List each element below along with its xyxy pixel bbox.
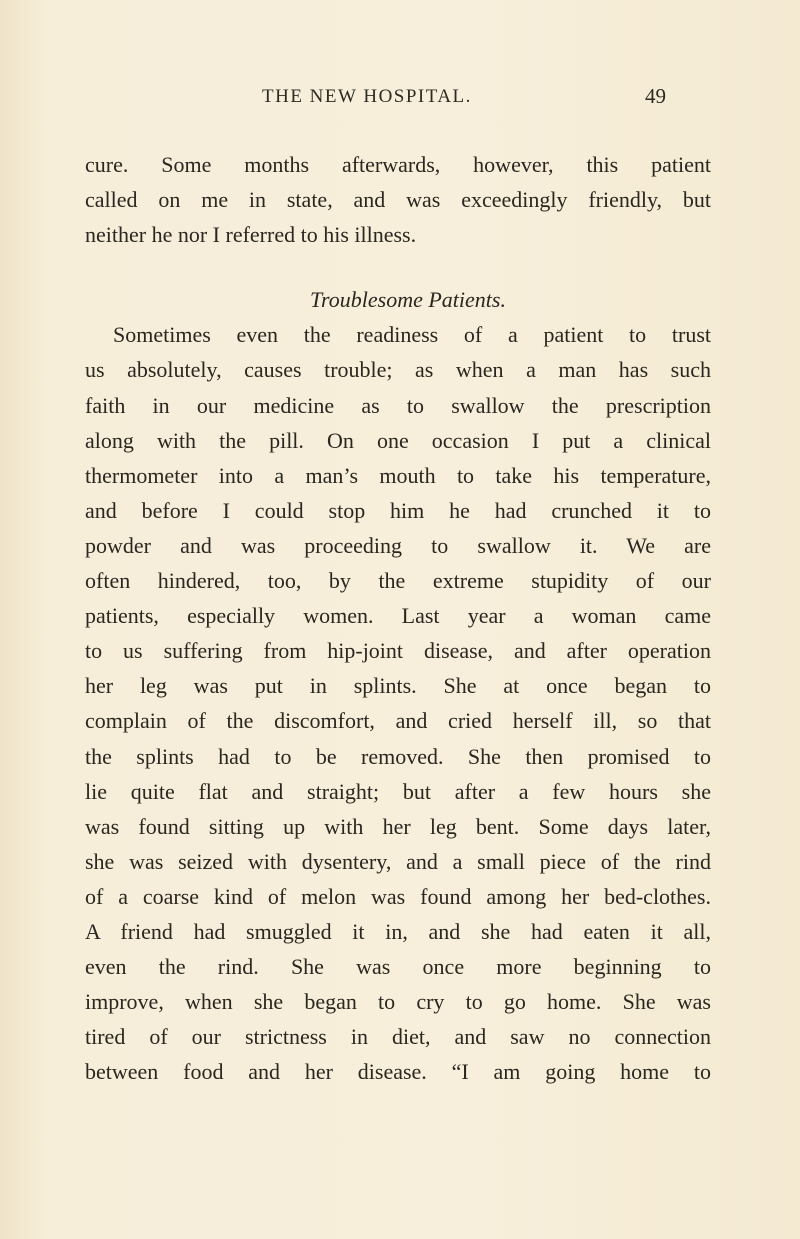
text-line: complain of the discomfort, and cried herself ill, so that xyxy=(85,708,711,734)
text-line: her leg was put in splints. She at once began to xyxy=(85,673,711,699)
page-number: 49 xyxy=(645,84,666,108)
text-line: faith in our medicine as to swallow the prescription xyxy=(85,392,711,418)
text-line: between food and her disease. “I am going home to xyxy=(85,1059,711,1085)
text-line: the splints had to be removed. She then promised to xyxy=(85,743,711,769)
text-line: cure. Some months afterwards, however, this patient xyxy=(85,152,711,177)
running-title: THE NEW HOSPITAL. xyxy=(262,86,472,107)
text-line: was found sitting up with her leg bent. Some days later, xyxy=(85,813,711,839)
text-line: even the rind. She was once more beginning to xyxy=(85,954,711,980)
section-heading: Troublesome Patients. xyxy=(310,287,506,313)
text-line: powder and was proceeding to swallow it. We are xyxy=(85,532,711,558)
text-line: neither he nor I referred to his illness. xyxy=(85,222,417,248)
text-line: of a coarse kind of melon was found among her bed-clothes. xyxy=(85,883,711,909)
text-line: she was seized with dysentery, and a small piece of the rind xyxy=(85,848,711,874)
text-line: patients, especially women. Last year a woman came xyxy=(85,603,711,629)
paragraph-troublesome-patients xyxy=(85,317,711,1089)
running-head xyxy=(0,86,800,116)
text-line: us absolutely, causes trouble; as when a man has such xyxy=(85,357,711,383)
text-line: to us suffering from hip-joint disease, and after operation xyxy=(85,638,711,664)
text-line: often hindered, too, by the extreme stupidity of our xyxy=(85,568,711,594)
text-line: and before I could stop him he had crunched it to xyxy=(85,497,711,523)
text-line: along with the pill. On one occasion I put a clinical xyxy=(85,427,711,453)
text-line: lie quite flat and straight; but after a few hours she xyxy=(85,778,711,804)
text-line: improve, when she began to cry to go home. She was xyxy=(85,989,711,1015)
body-text xyxy=(85,147,711,1089)
text-line: Sometimes even the readiness of a patient to trust xyxy=(113,322,711,348)
paragraph-continuation xyxy=(85,147,711,252)
text-line: tired of our strictness in diet, and saw no connection xyxy=(85,1024,711,1050)
text-line: thermometer into a man’s mouth to take his temperature, xyxy=(85,462,711,488)
text-line: A friend had smuggled it in, and she had eaten it all, xyxy=(85,918,711,944)
text-line: called on me in state, and was exceedingly friendly, but xyxy=(85,187,711,213)
